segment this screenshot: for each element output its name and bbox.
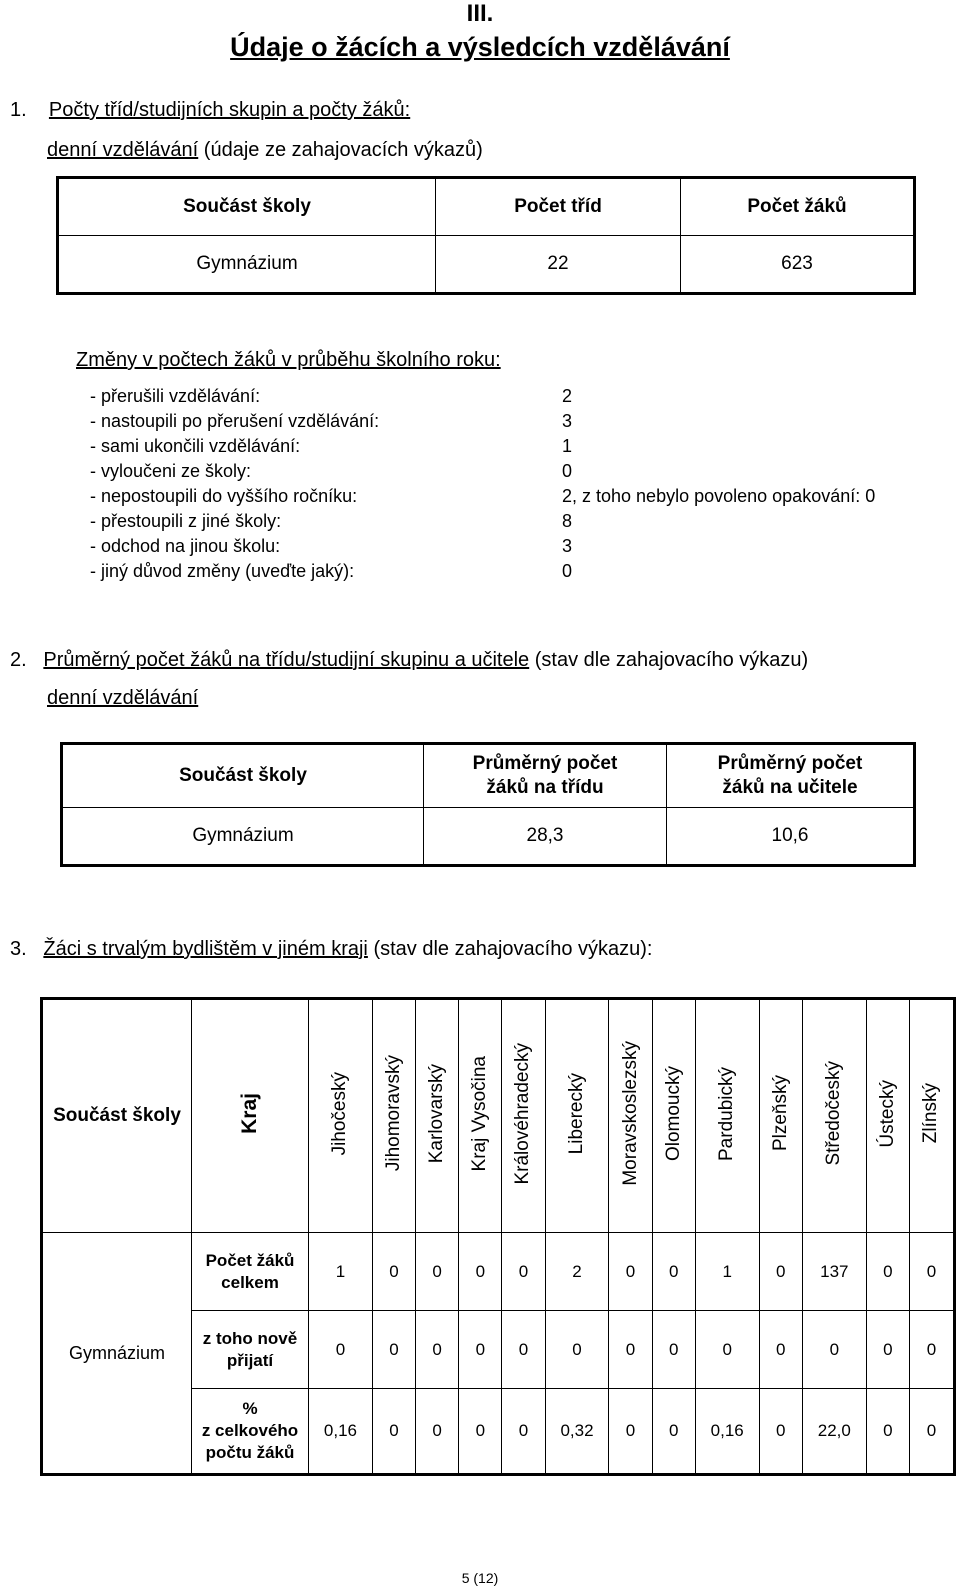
s1-subheading-underlined: denní vzdělávání: [47, 139, 199, 161]
table-cell: 28,3: [424, 808, 667, 866]
table-cell: 0,16: [309, 1389, 373, 1475]
s1-subheading: [47, 138, 483, 162]
table-cell: 0,32: [545, 1389, 609, 1475]
table-cell: 0: [502, 1233, 545, 1311]
class-counts-table: [56, 176, 916, 295]
header-cell: Součást školy: [58, 178, 436, 236]
row-label-cell: [192, 1233, 309, 1311]
table-cell: 0: [609, 1311, 652, 1389]
table-cell: 0: [459, 1233, 502, 1311]
table-cell: 1: [695, 1233, 759, 1311]
table-cell: 0: [372, 1389, 415, 1475]
average-students-table: [60, 742, 916, 867]
region-name: Středočeský: [823, 1061, 845, 1166]
row-label-cell: [192, 1389, 309, 1475]
table-cell: 0: [459, 1389, 502, 1475]
table-cell: 0: [652, 1311, 695, 1389]
header-line: Průměrný počet: [717, 753, 863, 774]
region-name: Jihomoravský: [383, 1055, 405, 1172]
change-value: 1: [562, 436, 573, 456]
school-cell: Gymnázium: [42, 1233, 192, 1475]
changes-list: [90, 384, 875, 584]
table-cell: 0: [759, 1389, 802, 1475]
page-number: 5 (12): [461, 1570, 499, 1586]
section-title: Údaje o žácích a výsledcích vzdělávání: [230, 32, 730, 62]
table-cell: 0: [866, 1311, 909, 1389]
region-header-cell: [372, 999, 415, 1233]
header-cell: [424, 744, 667, 808]
region-header-cell: [866, 999, 909, 1233]
table-cell: 0: [416, 1389, 459, 1475]
region-header-cell: [802, 999, 866, 1233]
list-item: [90, 459, 875, 484]
row-label-line: přijatí: [226, 1350, 274, 1370]
region-name: Olomoucký: [662, 1065, 684, 1162]
region-header-cell: [502, 999, 545, 1233]
header-cell: Součást školy: [62, 744, 424, 808]
s1-heading-text: Počty tříd/studijních skupin a počty žáků:: [48, 99, 411, 121]
change-value: 0: [562, 461, 573, 481]
list-item: [90, 384, 875, 409]
table-cell: 0: [652, 1389, 695, 1475]
region-header-cell: [459, 999, 502, 1233]
region-name: Jihočeský: [329, 1071, 351, 1156]
region-name: Ústecký: [876, 1079, 898, 1148]
table-cell: 2: [545, 1233, 609, 1311]
header-cell: Počet žáků: [681, 178, 915, 236]
section-roman-numeral: III.: [466, 0, 494, 27]
table-cell: 0: [545, 1311, 609, 1389]
table-cell: 0: [909, 1389, 954, 1475]
header-cell: [192, 999, 309, 1233]
s1-subheading-rest: (údaje ze zahajovacích výkazů): [203, 139, 483, 161]
region-name: Karlovarský: [426, 1063, 448, 1164]
region-header-cell: [416, 999, 459, 1233]
table-header-row: [58, 178, 915, 236]
s1-number: 1.: [10, 99, 27, 121]
row-label-line: z celkového: [201, 1421, 299, 1440]
change-label: - nastoupili po přerušení vzdělávání:: [90, 411, 380, 431]
change-label: - přestoupili z jiné školy:: [90, 511, 282, 531]
table-cell: 1: [309, 1233, 373, 1311]
region-name: Královéhradecký: [512, 1042, 534, 1185]
table-cell: 0: [372, 1311, 415, 1389]
table-cell: 137: [802, 1233, 866, 1311]
table-cell: 22,0: [802, 1389, 866, 1475]
region-name: Zlínský: [920, 1083, 942, 1144]
table-cell: 0: [909, 1233, 954, 1311]
region-header-cell: [545, 999, 609, 1233]
table-row: [58, 236, 915, 294]
table-cell: 0: [866, 1389, 909, 1475]
region-header-cell: [759, 999, 802, 1233]
table-cell: 0: [459, 1311, 502, 1389]
table-cell: 0: [502, 1389, 545, 1475]
table-header-row: [62, 744, 915, 808]
table-cell: 0: [416, 1233, 459, 1311]
header-line: žáků na třídu: [486, 777, 604, 798]
s2-heading: [10, 648, 808, 672]
table-row: [42, 1233, 955, 1311]
change-label: - sami ukončili vzdělávání:: [90, 436, 301, 456]
region-header-cell: [652, 999, 695, 1233]
change-value: 0: [562, 561, 573, 581]
table-cell: Gymnázium: [58, 236, 436, 294]
row-label-line: %: [242, 1399, 258, 1418]
s3-heading-text: Žáci s trvalým bydlištěm v jiném kraji: [43, 938, 368, 960]
change-label: - jiný důvod změny (uveďte jaký):: [90, 561, 355, 581]
region-name: Pardubický: [716, 1066, 738, 1161]
table-cell: 0: [695, 1311, 759, 1389]
change-value: 2, z toho nebylo povoleno opakování: 0: [562, 486, 876, 506]
change-label: - vyloučeni ze školy:: [90, 461, 252, 481]
list-item: [90, 534, 875, 559]
region-header-cell: [609, 999, 652, 1233]
table-cell: 0: [609, 1389, 652, 1475]
row-label-line: z toho nově: [202, 1328, 298, 1348]
row-label-cell: [192, 1311, 309, 1389]
s1-heading: [10, 98, 410, 122]
list-item: [90, 434, 875, 459]
header-cell: Počet tříd: [436, 178, 681, 236]
change-value: 3: [562, 536, 573, 556]
header-line: Průměrný počet: [472, 753, 618, 774]
table-cell: 10,6: [667, 808, 915, 866]
region-name: Moravskoslezský: [619, 1041, 641, 1186]
table-cell: 0,16: [695, 1389, 759, 1475]
s2-subheading: denní vzdělávání: [47, 687, 199, 709]
region-header-cell: [309, 999, 373, 1233]
table-cell: 0: [652, 1233, 695, 1311]
change-value: 8: [562, 511, 573, 531]
header-line: žáků na učitele: [722, 777, 858, 798]
change-value: 2: [562, 386, 573, 406]
list-item: [90, 509, 875, 534]
change-label: - odchod na jinou školu:: [90, 536, 281, 556]
table-header-row: [42, 999, 955, 1233]
table-row: [62, 808, 915, 866]
region-name: Plzeňský: [769, 1075, 791, 1152]
table-cell: 0: [866, 1233, 909, 1311]
table-cell: 0: [502, 1311, 545, 1389]
row-label-line: Počet žáků: [205, 1250, 295, 1270]
header-cell: Součást školy: [42, 999, 192, 1233]
row-label-line: celkem: [221, 1272, 279, 1292]
table-cell: Gymnázium: [62, 808, 424, 866]
list-item: [90, 484, 875, 509]
region-header-cell: [695, 999, 759, 1233]
table-cell: 0: [909, 1311, 954, 1389]
header-cell: [667, 744, 915, 808]
region-header-cell: [909, 999, 954, 1233]
change-label: - přerušili vzdělávání:: [90, 386, 261, 406]
region-name: Liberecký: [565, 1072, 587, 1155]
change-value: 3: [562, 411, 573, 431]
table-cell: 623: [681, 236, 915, 294]
regions-table: [40, 997, 956, 1476]
s3-heading-rest: (stav dle zahajovacího výkazu):: [373, 938, 653, 960]
row-label-line: počtu žáků: [205, 1443, 295, 1462]
table-cell: 0: [759, 1311, 802, 1389]
s3-number: 3.: [10, 938, 27, 960]
table-cell: 0: [309, 1311, 373, 1389]
s2-heading-text: Průměrný počet žáků na třídu/studijní skupinu a učitele: [43, 649, 530, 671]
s2-heading-rest: (stav dle zahajovacího výkazu): [534, 649, 809, 671]
list-item: [90, 409, 875, 434]
header-text: Kraj: [238, 1093, 261, 1134]
s3-heading: [10, 937, 652, 961]
table-cell: 22: [436, 236, 681, 294]
list-item: [90, 559, 875, 584]
s2-number: 2.: [10, 649, 27, 671]
table-cell: 0: [759, 1233, 802, 1311]
region-name: Kraj Vysočina: [469, 1055, 491, 1172]
table-cell: 0: [609, 1233, 652, 1311]
table-cell: 0: [802, 1311, 866, 1389]
table-cell: 0: [416, 1311, 459, 1389]
table-cell: 0: [372, 1233, 415, 1311]
change-label: - nepostoupili do vyššího ročníku:: [90, 486, 358, 506]
changes-title: Změny v počtech žáků v průběhu školního roku:: [76, 349, 501, 371]
